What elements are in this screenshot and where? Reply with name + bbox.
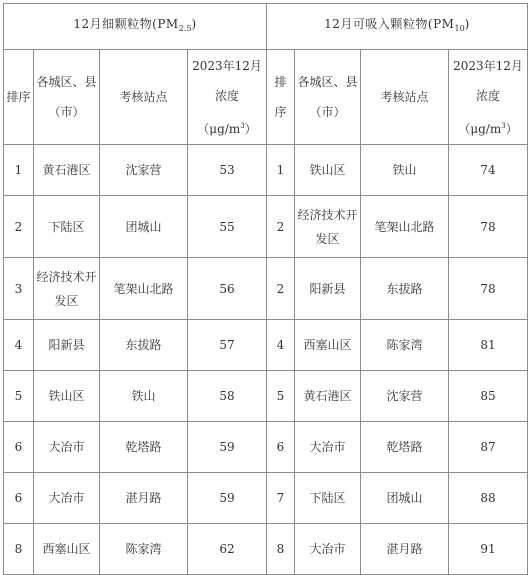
pm25-title-subscript: 2.5 xyxy=(178,24,192,33)
pm10-title-text: 12月可吸入颗粒物(PM xyxy=(324,17,455,31)
value-cell-right: 81 xyxy=(449,320,528,371)
value-cell-left: 59 xyxy=(188,473,267,524)
value-cell-right: 88 xyxy=(449,473,528,524)
station-cell-left: 湛月路 xyxy=(100,473,188,524)
header-concentration-left xyxy=(188,50,267,145)
rank-cell-left: 6 xyxy=(4,422,34,473)
rank-cell-left: 1 xyxy=(4,145,34,196)
rank-cell-left: 5 xyxy=(4,371,34,422)
rank-cell-right: 2 xyxy=(267,196,295,258)
table-row xyxy=(4,473,528,524)
district-cell-right: 下陆区 xyxy=(295,473,361,524)
group-header-row xyxy=(4,4,528,50)
station-cell-left: 铁山 xyxy=(100,371,188,422)
conc-label-post: ） xyxy=(505,121,518,136)
conc-label-pre: 2023年12月浓度（μg/m xyxy=(453,58,523,136)
district-cell-left: 西塞山区 xyxy=(34,524,100,575)
pm10-title-subscript: 10 xyxy=(454,24,465,33)
station-cell-right: 铁山 xyxy=(361,145,449,196)
rank-cell-right: 7 xyxy=(267,473,295,524)
station-cell-left: 东拔路 xyxy=(100,320,188,371)
rank-cell-right: 1 xyxy=(267,145,295,196)
header-rank-left: 排序 xyxy=(4,50,34,145)
table-row xyxy=(4,371,528,422)
table-row xyxy=(4,258,528,320)
district-cell-left: 大冶市 xyxy=(34,422,100,473)
value-cell-left: 57 xyxy=(188,320,267,371)
conc-label-sup: 3 xyxy=(240,121,245,130)
value-cell-right: 74 xyxy=(449,145,528,196)
table-row xyxy=(4,145,528,196)
value-cell-right: 85 xyxy=(449,371,528,422)
district-cell-left: 大冶市 xyxy=(34,473,100,524)
conc-label-sup: 3 xyxy=(501,121,506,130)
district-cell-left: 经济技术开发区 xyxy=(34,258,100,320)
header-concentration-right xyxy=(449,50,528,145)
station-cell-right: 乾塔路 xyxy=(361,422,449,473)
rank-cell-left: 2 xyxy=(4,196,34,258)
station-cell-right: 团城山 xyxy=(361,473,449,524)
rank-cell-right: 8 xyxy=(267,524,295,575)
district-cell-right: 大冶市 xyxy=(295,422,361,473)
district-cell-left: 铁山区 xyxy=(34,371,100,422)
value-cell-left: 58 xyxy=(188,371,267,422)
station-cell-left: 陈家湾 xyxy=(100,524,188,575)
station-cell-left: 笔架山北路 xyxy=(100,258,188,320)
station-cell-left: 沈家营 xyxy=(100,145,188,196)
district-cell-left: 黄石港区 xyxy=(34,145,100,196)
rank-cell-right: 6 xyxy=(267,422,295,473)
pm25-title-text: 12月细颗粒物(PM xyxy=(73,17,179,31)
header-rank-right: 排序 xyxy=(267,50,295,145)
conc-label-pre: 2023年12月浓度（μg/m xyxy=(192,58,262,136)
table-row xyxy=(4,422,528,473)
pm10-group-title xyxy=(267,4,528,50)
station-cell-right: 笔架山北路 xyxy=(361,196,449,258)
district-cell-right: 西塞山区 xyxy=(295,320,361,371)
value-cell-left: 53 xyxy=(188,145,267,196)
rank-cell-right: 2 xyxy=(267,258,295,320)
value-cell-right: 87 xyxy=(449,422,528,473)
district-cell-right: 经济技术开发区 xyxy=(295,196,361,258)
pm25-title-close: ) xyxy=(191,17,197,31)
value-cell-left: 62 xyxy=(188,524,267,575)
rank-cell-left: 4 xyxy=(4,320,34,371)
value-cell-right: 78 xyxy=(449,196,528,258)
station-cell-right: 陈家湾 xyxy=(361,320,449,371)
station-cell-right: 沈家营 xyxy=(361,371,449,422)
header-station-right: 考核站点 xyxy=(361,50,449,145)
district-cell-right: 阳新县 xyxy=(295,258,361,320)
district-cell-right: 黄石港区 xyxy=(295,371,361,422)
value-cell-right: 91 xyxy=(449,524,528,575)
air-quality-ranking-table xyxy=(3,3,528,575)
value-cell-left: 56 xyxy=(188,258,267,320)
value-cell-left: 55 xyxy=(188,196,267,258)
district-cell-right: 铁山区 xyxy=(295,145,361,196)
rank-cell-left: 3 xyxy=(4,258,34,320)
station-cell-right: 湛月路 xyxy=(361,524,449,575)
table-row xyxy=(4,320,528,371)
table-body xyxy=(4,4,528,575)
value-cell-left: 59 xyxy=(188,422,267,473)
table-row xyxy=(4,524,528,575)
rank-cell-right: 4 xyxy=(267,320,295,371)
header-district-left: 各城区、县（市） xyxy=(34,50,100,145)
pm25-group-title xyxy=(4,4,267,50)
value-cell-right: 78 xyxy=(449,258,528,320)
table-row xyxy=(4,196,528,258)
district-cell-left: 阳新县 xyxy=(34,320,100,371)
conc-label-post: ） xyxy=(244,121,257,136)
rank-cell-right: 5 xyxy=(267,371,295,422)
district-cell-right: 大冶市 xyxy=(295,524,361,575)
district-cell-left: 下陆区 xyxy=(34,196,100,258)
header-station-left: 考核站点 xyxy=(100,50,188,145)
rank-cell-left: 6 xyxy=(4,473,34,524)
rank-cell-left: 8 xyxy=(4,524,34,575)
station-cell-right: 东拔路 xyxy=(361,258,449,320)
header-district-right: 各城区、县（市） xyxy=(295,50,361,145)
station-cell-left: 团城山 xyxy=(100,196,188,258)
column-header-row xyxy=(4,50,528,145)
pm10-title-close: ) xyxy=(464,17,470,31)
station-cell-left: 乾塔路 xyxy=(100,422,188,473)
